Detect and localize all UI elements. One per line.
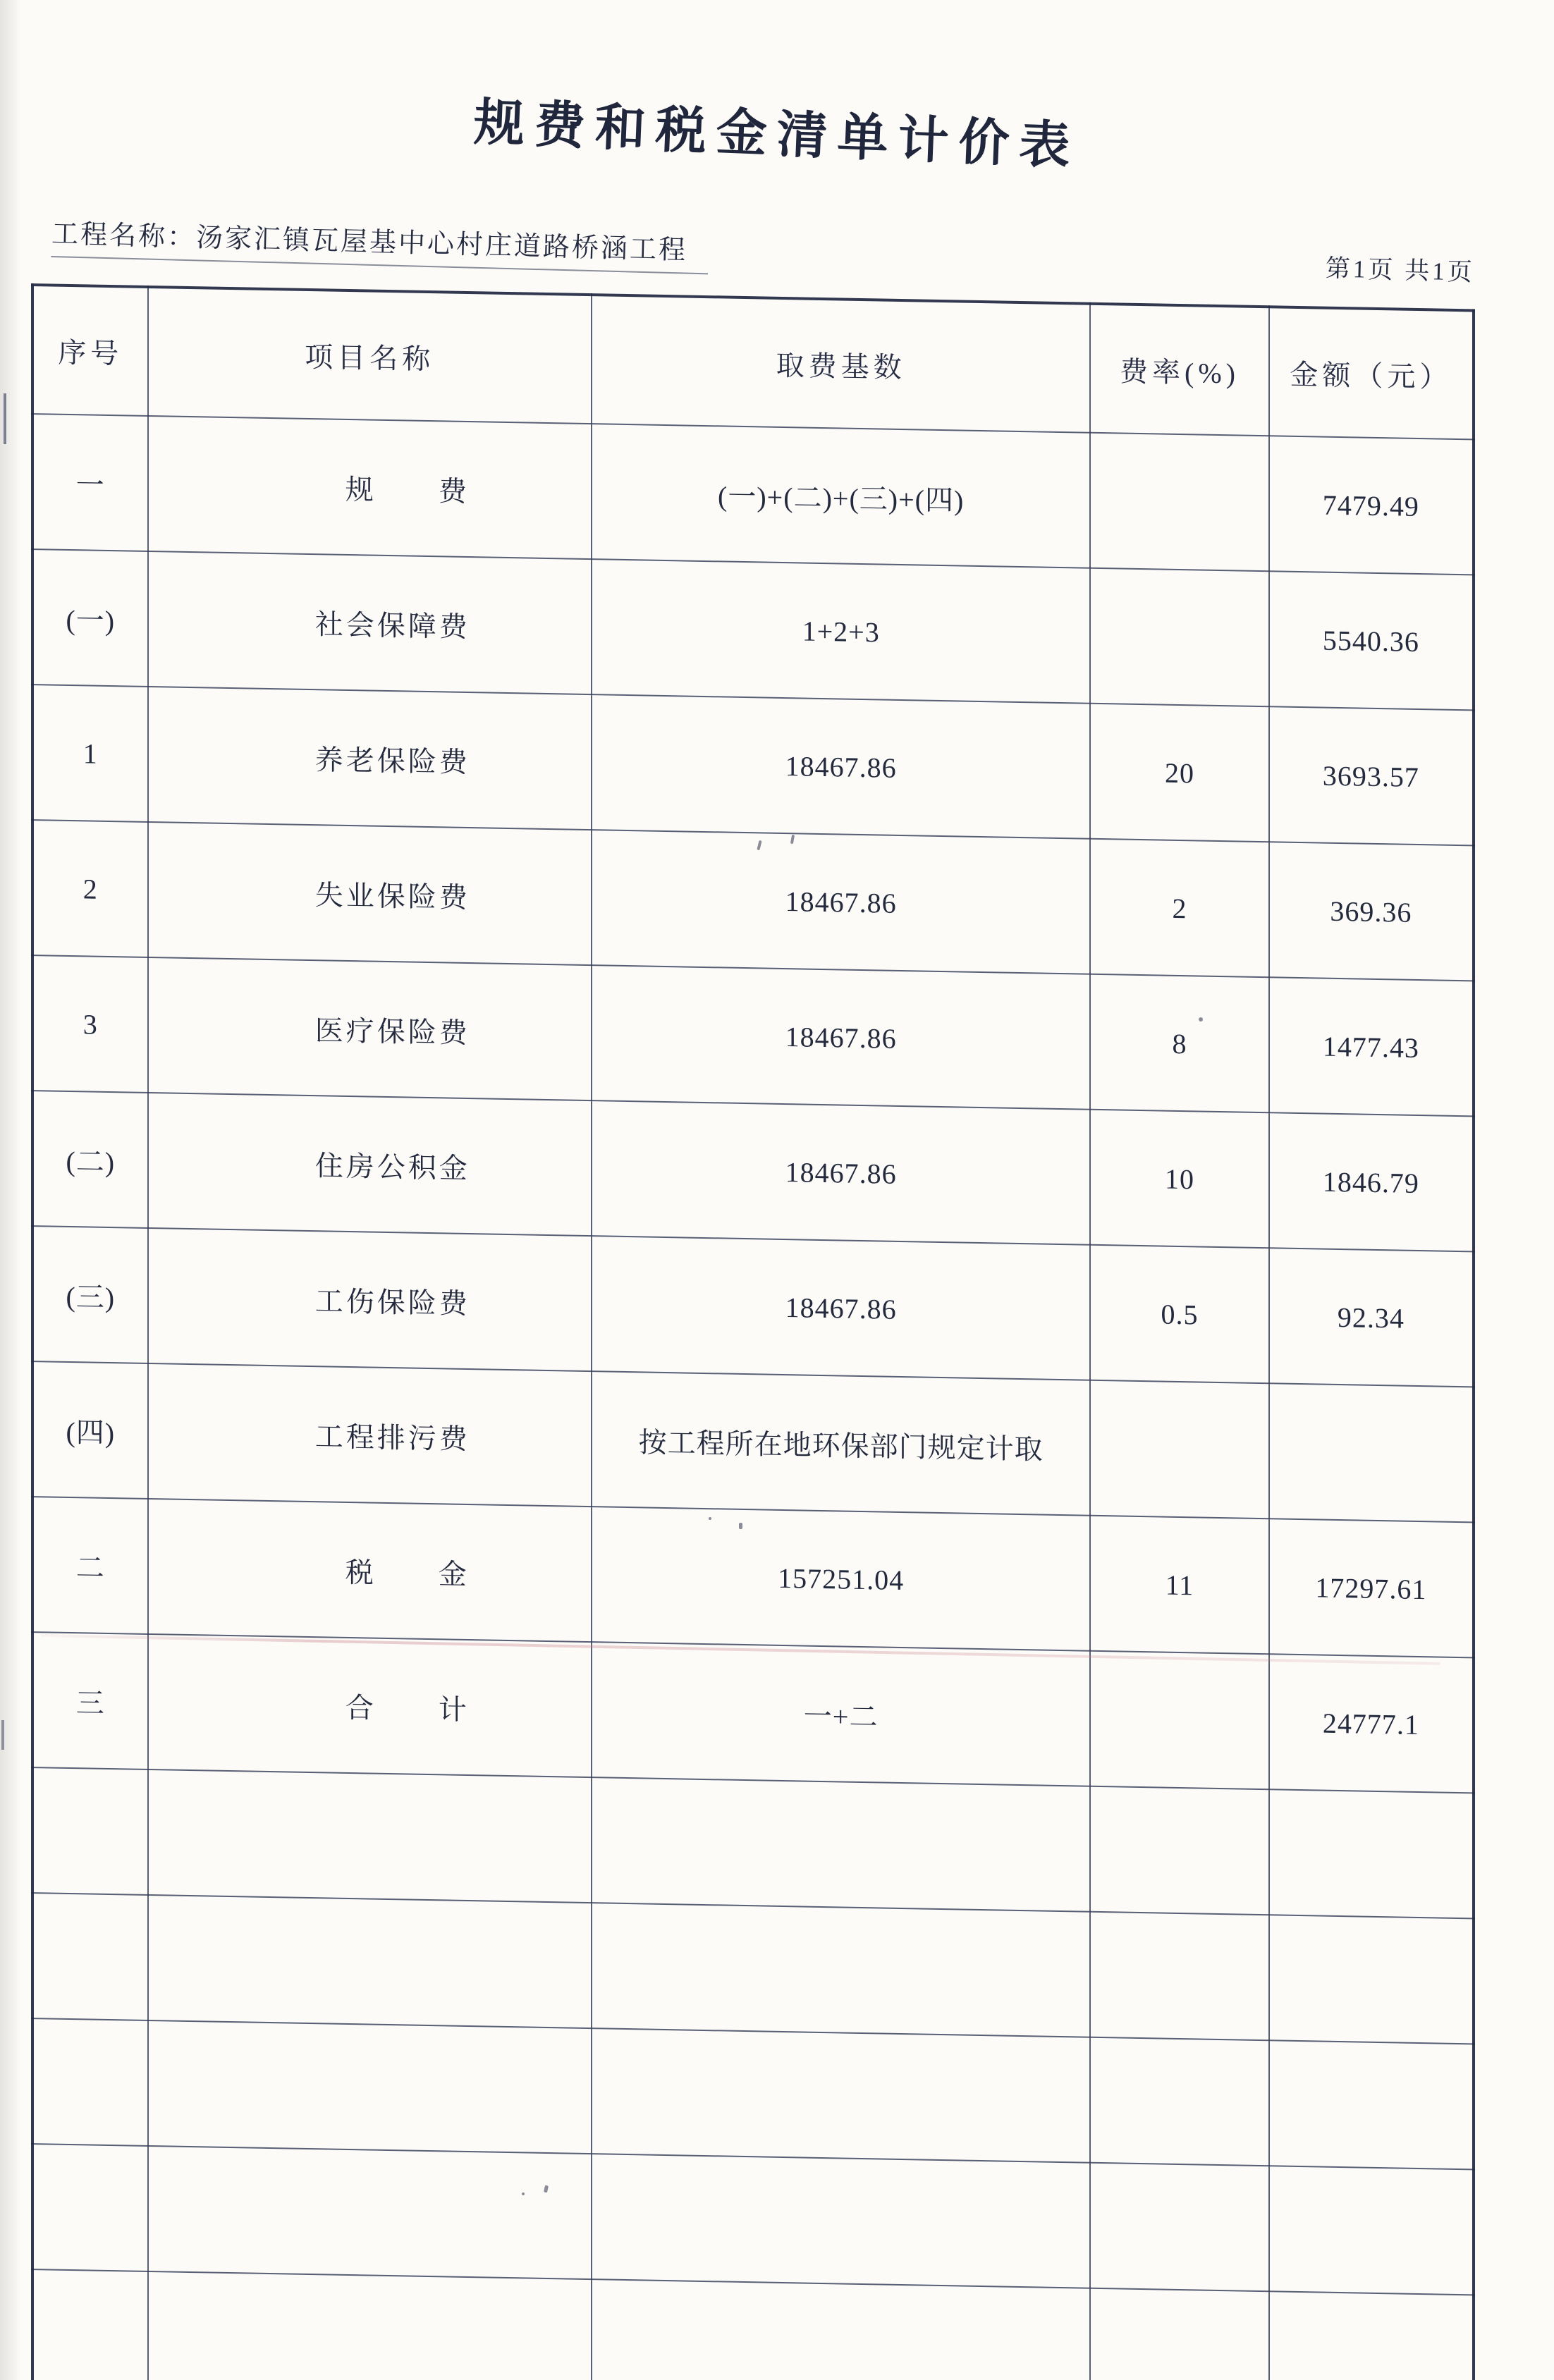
empty-cell bbox=[592, 1777, 1090, 1912]
empty-cell bbox=[1090, 2037, 1268, 2166]
empty-cell bbox=[32, 2269, 148, 2380]
cell-item-name: 住房公积金 bbox=[148, 1093, 592, 1236]
empty-cell bbox=[148, 2020, 592, 2154]
cell-amount: 7479.49 bbox=[1269, 436, 1474, 575]
project-name-line bbox=[51, 211, 709, 274]
cell-amount: 24777.1 bbox=[1269, 1654, 1474, 1793]
page-indicator: 第1页 共1页 bbox=[1325, 254, 1476, 286]
empty-cell bbox=[592, 2154, 1090, 2288]
cell-seq: 2 bbox=[32, 820, 148, 957]
document-title: 规费和税金清单计价表 bbox=[472, 94, 1081, 176]
col-header-seq: 序号 bbox=[32, 285, 148, 416]
cell-seq: (二) bbox=[32, 1091, 148, 1228]
cell-amount: 5540.36 bbox=[1269, 571, 1474, 710]
empty-cell bbox=[1090, 2288, 1268, 2380]
table-row bbox=[32, 1226, 1474, 1387]
empty-cell bbox=[1269, 2166, 1474, 2295]
scan-edge-mark bbox=[1, 1720, 4, 1750]
cell-base: 1+2+3 bbox=[592, 559, 1090, 704]
cell-item-name: 社会保障费 bbox=[148, 551, 592, 694]
header-row bbox=[32, 285, 1474, 439]
cell-amount: 17297.61 bbox=[1269, 1519, 1474, 1657]
cell-seq: 三 bbox=[32, 1632, 148, 1769]
empty-cell bbox=[1269, 1789, 1474, 1918]
empty-cell bbox=[1269, 1915, 1474, 2044]
cell-rate: 0.5 bbox=[1090, 1245, 1268, 1384]
cell-seq: 二 bbox=[32, 1497, 148, 1634]
fee-table-container bbox=[31, 283, 1475, 2380]
empty-cell bbox=[32, 1767, 148, 1895]
table-row bbox=[32, 1361, 1474, 1522]
cell-rate: 8 bbox=[1090, 974, 1268, 1113]
col-header-amount: 金额（元） bbox=[1269, 307, 1474, 439]
empty-table-row bbox=[32, 1893, 1474, 2044]
cell-rate: 20 bbox=[1090, 704, 1268, 842]
empty-table-row bbox=[32, 2018, 1474, 2169]
table-row bbox=[32, 1091, 1474, 1251]
empty-cell bbox=[32, 1893, 148, 2020]
cell-item-name: 税 金 bbox=[148, 1499, 592, 1642]
cell-item-name: 工伤保险费 bbox=[148, 1228, 592, 1371]
cell-seq: 3 bbox=[32, 955, 148, 1093]
cell-seq: 1 bbox=[32, 685, 148, 822]
cell-base: 157251.04 bbox=[592, 1507, 1090, 1651]
cell-amount: 3693.57 bbox=[1269, 706, 1474, 845]
cell-amount: 1477.43 bbox=[1269, 977, 1474, 1116]
cell-item-name: 失业保险费 bbox=[148, 822, 592, 965]
col-header-base: 取费基数 bbox=[592, 295, 1090, 433]
empty-table-row bbox=[32, 1767, 1474, 1918]
empty-cell bbox=[1090, 1786, 1268, 1915]
table-row bbox=[32, 549, 1474, 710]
empty-cell bbox=[148, 1895, 592, 2028]
cell-seq: (四) bbox=[32, 1361, 148, 1499]
empty-cell bbox=[1090, 1912, 1268, 2041]
empty-cell bbox=[1269, 2291, 1474, 2380]
cell-base: 18467.86 bbox=[592, 965, 1090, 1110]
cell-base: 按工程所在地环保部门规定计取 bbox=[592, 1371, 1090, 1516]
empty-cell bbox=[592, 2279, 1090, 2380]
cell-rate bbox=[1090, 1380, 1268, 1519]
col-header-item: 项目名称 bbox=[148, 287, 592, 424]
cell-base: (一)+(二)+(三)+(四) bbox=[592, 424, 1090, 568]
cell-rate: 10 bbox=[1090, 1110, 1268, 1249]
empty-cell bbox=[148, 2271, 592, 2380]
empty-table-row bbox=[32, 2144, 1474, 2295]
cell-seq: 一 bbox=[32, 414, 148, 551]
cell-amount: 1846.79 bbox=[1269, 1112, 1474, 1251]
empty-cell bbox=[592, 1903, 1090, 2037]
cell-base: 18467.86 bbox=[592, 1100, 1090, 1245]
table-row bbox=[32, 820, 1474, 981]
empty-cell bbox=[1269, 2040, 1474, 2169]
empty-cell bbox=[32, 2018, 148, 2146]
cell-rate: 2 bbox=[1090, 839, 1268, 978]
cell-item-name: 医疗保险费 bbox=[148, 957, 592, 1100]
cell-item-name: 规 费 bbox=[148, 416, 592, 559]
empty-cell bbox=[148, 2146, 592, 2279]
cell-amount: 369.36 bbox=[1269, 842, 1474, 981]
cell-seq: (一) bbox=[32, 549, 148, 687]
empty-cell bbox=[148, 1769, 592, 1903]
cell-rate bbox=[1090, 568, 1268, 707]
cell-item-name: 养老保险费 bbox=[148, 687, 592, 830]
cell-base: 一+二 bbox=[592, 1642, 1090, 1786]
cell-item-name: 合 计 bbox=[148, 1634, 592, 1777]
scan-edge-shadow bbox=[0, 0, 21, 2380]
empty-cell bbox=[1090, 2163, 1268, 2292]
project-name-label: 工程名称： bbox=[51, 219, 197, 253]
fee-tax-table bbox=[31, 283, 1475, 2380]
cell-item-name: 工程排污费 bbox=[148, 1363, 592, 1507]
col-header-rate: 费率(%) bbox=[1090, 304, 1268, 436]
cell-rate bbox=[1090, 433, 1268, 572]
cell-rate: 11 bbox=[1090, 1516, 1268, 1655]
cell-amount bbox=[1269, 1383, 1474, 1522]
cell-base: 18467.86 bbox=[592, 830, 1090, 974]
table-row bbox=[32, 414, 1474, 575]
cell-seq: (三) bbox=[32, 1226, 148, 1363]
cell-base: 18467.86 bbox=[592, 694, 1090, 839]
empty-cell bbox=[32, 2144, 148, 2271]
table-row bbox=[32, 1632, 1474, 1793]
scan-edge-mark bbox=[4, 393, 6, 444]
cell-base: 18467.86 bbox=[592, 1236, 1090, 1380]
project-name-value: 汤家汇镇瓦屋基中心村庄道路桥涵工程 bbox=[195, 223, 688, 266]
table-row bbox=[32, 685, 1474, 845]
cell-amount: 92.34 bbox=[1269, 1248, 1474, 1387]
table-row bbox=[32, 1497, 1474, 1657]
table-row bbox=[32, 955, 1474, 1116]
cell-rate bbox=[1090, 1651, 1268, 1790]
empty-cell bbox=[592, 2028, 1090, 2163]
